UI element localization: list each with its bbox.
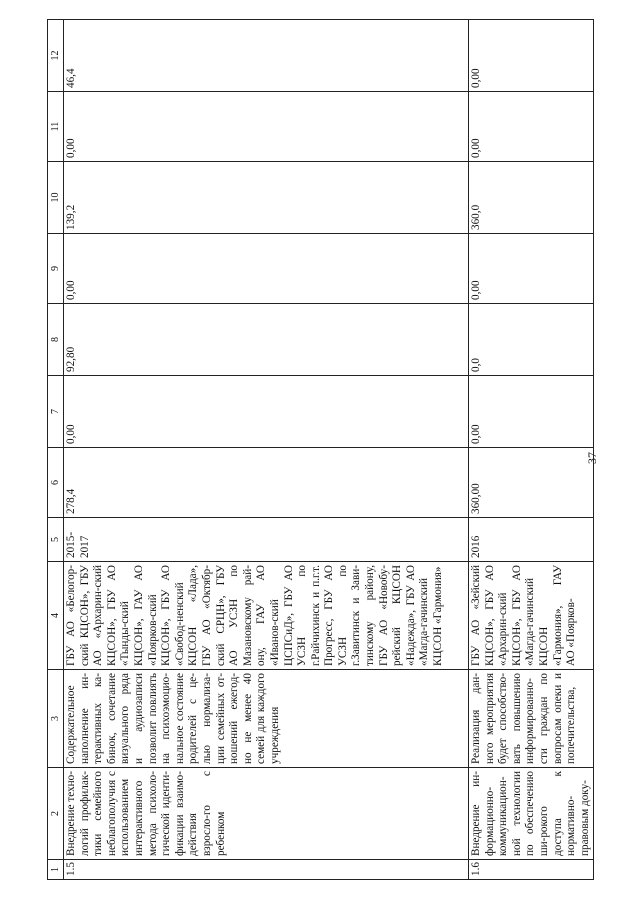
column-number: 6	[48, 448, 64, 518]
column-number: 8	[48, 304, 64, 376]
column-number: 4	[48, 562, 64, 670]
program-table	[47, 19, 594, 880]
amount-cell: 0,0	[469, 304, 594, 376]
column-number: 2	[48, 768, 64, 860]
column-number: 10	[48, 162, 64, 234]
period: 2015-2017	[64, 518, 469, 562]
column-number: 11	[48, 92, 64, 162]
amount-cell: 0,00	[469, 92, 594, 162]
expected-result: Реализация дан-ного мероприятия будет способство-вать повышению информированно-сти граждан по вопросам опеки и попечительства,	[469, 670, 594, 768]
amount-cell: 0,00	[64, 376, 469, 448]
amount-cell: 360,0	[469, 162, 594, 234]
amount-cell: 0,00	[64, 234, 469, 304]
amount-cell: 0,00	[469, 20, 594, 92]
amount-cell: 0,00	[469, 234, 594, 304]
column-number: 7	[48, 376, 64, 448]
page-number: 37	[585, 452, 599, 464]
executors: ГБУ АО «Зейский КЦСОН», ГБУ АО «Архарин-ский КЦСОН», ГБУ АО «Магда-гачинский КЦСОН «Гармония», ГАУ АО «Поярков-	[469, 562, 594, 670]
column-number: 1	[48, 860, 64, 880]
amount-cell: 46,4	[64, 20, 469, 92]
row-number: 1.5	[64, 860, 469, 880]
table-row	[64, 20, 469, 880]
amount-cell: 0,00	[64, 92, 469, 162]
amount-cell: 360,00	[469, 448, 594, 518]
column-number-row	[48, 20, 64, 880]
column-number: 9	[48, 234, 64, 304]
amount-cell: 278,4	[64, 448, 469, 518]
column-number: 3	[48, 670, 64, 768]
executors: ГБУ АО «Белогор-ский КЦСОН», ГБУ АО «Архарин-ский КЦСОН», ГБУ АО «Тынды-ский КЦСОН», ГАУ АО «Поярков-ский КЦСОН», ГБУ АО «Свобод-ненский КЦСОН «Лада», ГБУ АО «Октябр-ский СРЦН», ГБУ АО УСЗН по Мазановскому рай-ону, ГАУ АО «Иванов-ский ЦСПСиД», ГБУ АО УСЗН по г.Райчихинск и п.г.т. Прогресс, ГБУ АО УСЗН по г.Завитинск и Зави-тинскому району, ГБУ АО «Новобу-рейский КЦСОН «Надежда», ГБУ АО «Магда-гачинский КЦСОН «Гармония»	[64, 562, 469, 670]
column-number: 12	[48, 20, 64, 92]
amount-cell: 0,00	[469, 376, 594, 448]
expected-result: Содержательное наполнение ин-терактивных ка-бинок, сочетание визуального ряда и аудиозаписи позволит повлиять на психоэмоцио-нальное состояние родителей с це-лью нормализа-ции семейных от-ношений ежегод-но не менее 40 семей для каждого учреждения	[64, 670, 469, 768]
column-number: 5	[48, 518, 64, 562]
table-row	[469, 20, 594, 880]
amount-cell: 92,80	[64, 304, 469, 376]
row-number: 1.6	[469, 860, 594, 880]
period: 2016	[469, 518, 594, 562]
activity-name: Внедрение ин-формационно-коммуникацион-ной технологии по обеспечению ши-рокого доступа к нормативно-правовым доку-	[469, 768, 594, 860]
amount-cell: 139,2	[64, 162, 469, 234]
activity-name: Внедрение техно-логий профилак-тики семейного неблагополучия с использованием интерактивного метода психоло-гической иденти-фикации взаимо-действия взросло-го с ребенком	[64, 768, 469, 860]
